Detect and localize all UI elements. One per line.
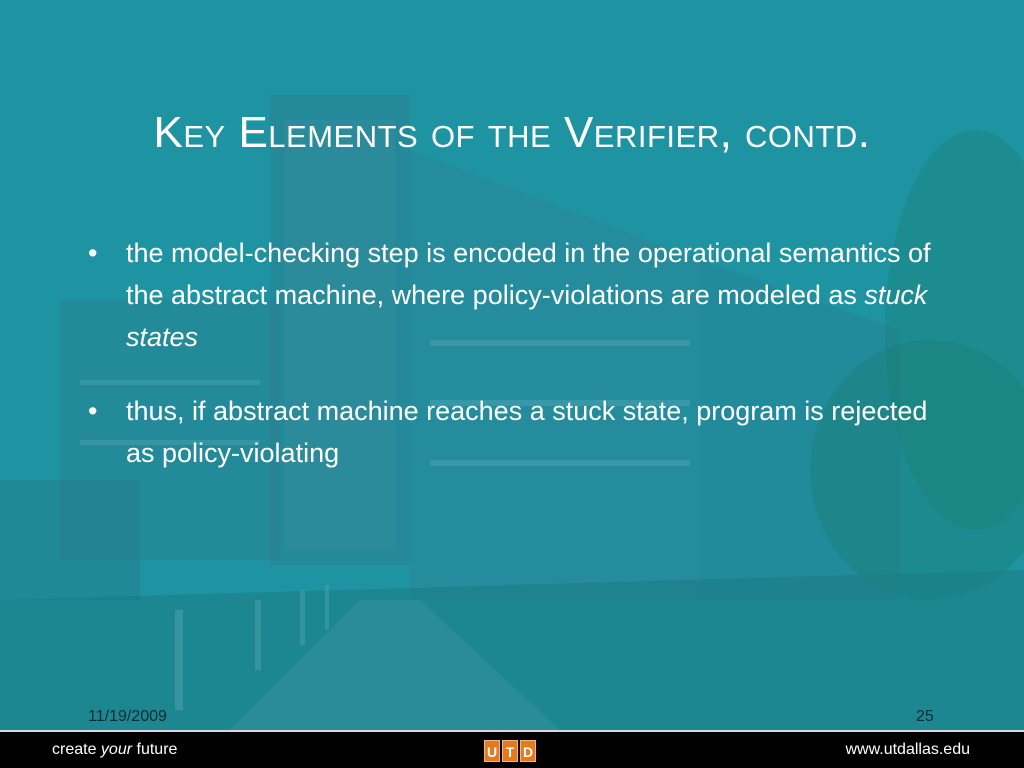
- logo-letter-d: D: [520, 740, 536, 762]
- bullet-marker: •: [88, 238, 98, 268]
- bullet-list: [88, 232, 958, 506]
- slogan-emphasis: your: [100, 741, 133, 758]
- footer-slogan: [52, 741, 177, 759]
- utd-logo: [484, 740, 536, 762]
- footer-website: www.utdallas.edu: [845, 741, 970, 758]
- bullet-item: [88, 390, 958, 474]
- bullet-text: thus, if abstract machine reaches a stuck state, program is rejected as policy-violating: [126, 396, 928, 468]
- bullet-text: the model-checking step is encoded in the operational semantics of the abstract machine, where policy-violations are modeled as: [126, 238, 931, 310]
- slide-date: 11/19/2009: [88, 708, 167, 725]
- logo-letter-t: T: [502, 740, 518, 762]
- footer-bar: [0, 730, 1024, 768]
- slide-title: Key Elements of the Verifier, contd.: [153, 108, 871, 157]
- bullet-emphasis: stuck states: [126, 280, 928, 352]
- logo-letter-u: U: [484, 740, 500, 762]
- bullet-item: [88, 232, 958, 358]
- slogan-prefix: create: [52, 741, 97, 758]
- slide-page-number: 25: [916, 708, 934, 725]
- bullet-marker: •: [88, 396, 98, 426]
- slogan-suffix: future: [136, 741, 178, 758]
